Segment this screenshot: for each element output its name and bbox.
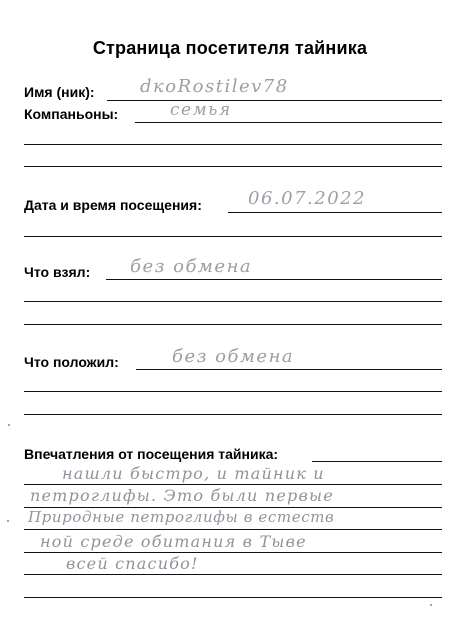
impressions-text-line: нашли быстро, и тайник и (62, 464, 325, 483)
blank-line (24, 166, 442, 167)
blank-line (24, 529, 442, 530)
scan-speck (7, 520, 9, 522)
blank-line (24, 391, 442, 392)
blank-line (24, 144, 442, 145)
impressions-text-line: Природные петроглифы в естеств (28, 508, 335, 526)
name-line (107, 100, 442, 101)
scan-speck (430, 604, 432, 606)
left-line (136, 369, 442, 370)
took-value: без обмена (130, 256, 253, 277)
companions-line (135, 122, 442, 123)
took-label: Что взял: (24, 264, 91, 280)
blank-line (24, 414, 442, 415)
blank-line (24, 484, 442, 485)
name-value: dкoRostilev78 (140, 76, 289, 97)
companions-value: семья (170, 100, 232, 120)
blank-line (24, 597, 442, 598)
left-value: без обмена (172, 346, 295, 367)
impressions-text-line: всей спасибо! (66, 554, 199, 573)
took-line (106, 279, 442, 280)
companions-label: Компаньоны: (24, 106, 119, 122)
blank-line (24, 574, 442, 575)
impressions-label: Впечатления от посещения тайника: (24, 446, 279, 462)
visit-line (228, 212, 442, 213)
impressions-line (312, 461, 442, 462)
blank-line (24, 236, 442, 237)
scan-speck (8, 424, 10, 426)
impressions-text-line: ной среде обитания в Тыве (40, 532, 307, 551)
left-label: Что положил: (24, 354, 119, 370)
blank-line (24, 324, 442, 325)
impressions-text-line: петроглифы. Это были первые (30, 486, 334, 505)
blank-line (24, 301, 442, 302)
blank-line (24, 552, 442, 553)
visit-value: 06.07.2022 (248, 188, 367, 209)
name-label: Имя (ник): (24, 84, 95, 100)
visit-label: Дата и время посещения: (24, 197, 202, 213)
page-title: Страница посетителя тайника (92, 38, 368, 58)
